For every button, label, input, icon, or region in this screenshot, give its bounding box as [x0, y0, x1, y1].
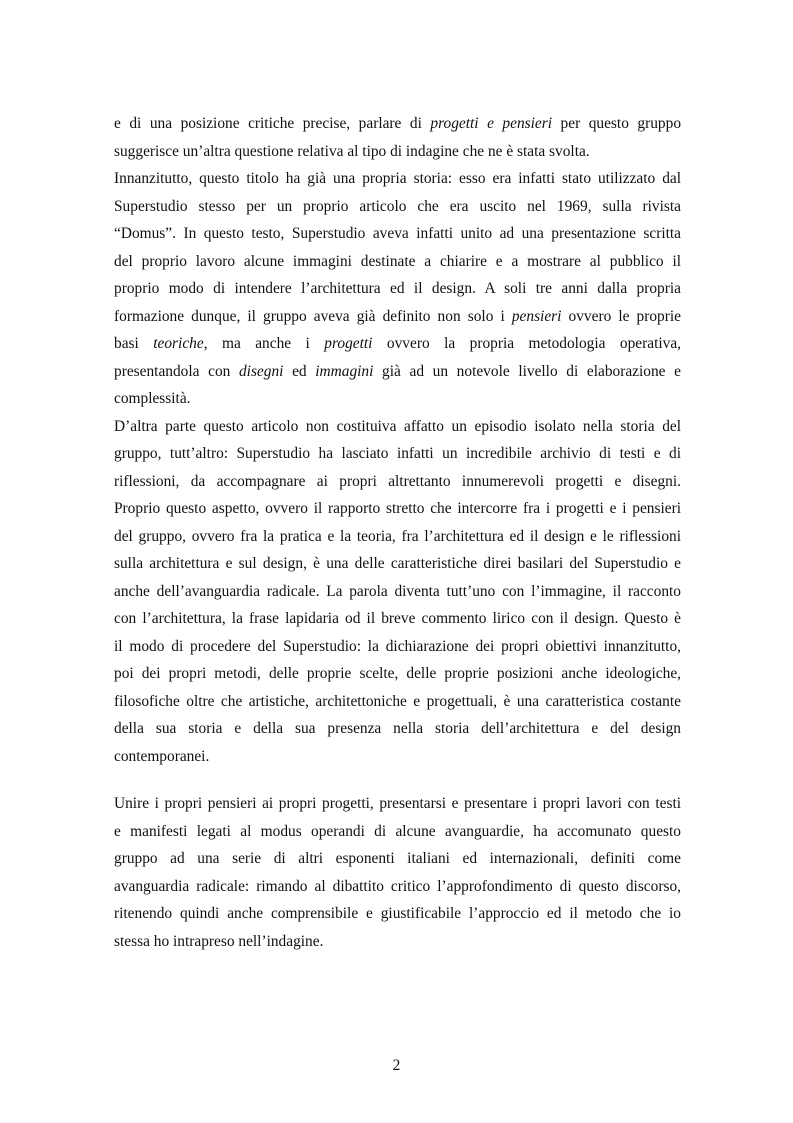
text-segment: gruppo ad una serie di altri esponenti italiani ed internazionali, definiti come [114, 850, 681, 867]
text-line [114, 845, 681, 873]
text-segment: suggerisce un’altra questione relativa al tipo di indagine che ne è stata svolta. [114, 142, 590, 160]
text-line [114, 440, 681, 468]
italic-text: teoriche [153, 335, 204, 352]
text-line [114, 605, 681, 633]
text-segment: presentandola con [114, 362, 239, 380]
text-segment: riflessioni, da accompagnare ai propri altrettanto innumerevoli progetti e disegni. [114, 472, 681, 490]
text-line [114, 358, 681, 386]
text-segment: contemporanei. [114, 747, 210, 765]
text-line [114, 900, 681, 928]
text-segment: complessità. [114, 390, 191, 407]
text-segment: ovvero le proprie [561, 307, 681, 325]
text-line [114, 220, 681, 248]
text-segment: sulla architettura e sul design, è una delle caratteristiche direi basilari del Superstudio e [114, 555, 681, 572]
text-segment: già ad un notevole livello di elaborazione e [373, 362, 681, 380]
paragraph [114, 110, 681, 165]
text-segment: filosofiche oltre che artistiche, architettoniche e progettuali, è una caratteristica costante [114, 692, 681, 710]
text-line [114, 715, 681, 743]
paragraph [114, 790, 681, 955]
text-line [114, 633, 681, 661]
text-line [114, 110, 681, 138]
text-line [114, 660, 681, 688]
text-line [114, 873, 681, 901]
italic-text: immagini [315, 362, 374, 380]
text-line [114, 138, 681, 166]
text-segment: anche dell’avanguardia radicale. La parola diventa tutt’uno con l’immagine, il racconto [114, 582, 681, 600]
text-segment: formazione dunque, il gruppo aveva già definito non solo i [114, 307, 512, 325]
text-segment: della sua storia e della sua presenza nella storia dell’architettura e del design [114, 720, 681, 737]
text-segment: del gruppo, ovvero fra la pratica e la teoria, fra l’architettura ed il design e le riflessioni [114, 527, 681, 545]
text-segment: con l’architettura, la frase lapidaria od il breve commento lirico con il design. Questo è [114, 610, 681, 627]
text-line [114, 818, 681, 846]
text-line [114, 248, 681, 276]
text-line [114, 688, 681, 716]
text-segment: Proprio questo aspetto, ovvero il rapporto stretto che intercorre fra i progetti e i pensieri [114, 500, 681, 517]
text-segment: Innanzitutto, questo titolo ha già una propria storia: esso era infatti stato utilizzato dal [114, 170, 681, 187]
text-line [114, 523, 681, 551]
text-line [114, 193, 681, 221]
text-segment: e manifesti legati al modus operandi di alcune avanguardie, ha accomunato questo [114, 822, 681, 840]
paragraph [114, 165, 681, 413]
text-line [114, 165, 681, 193]
text-line [114, 743, 681, 771]
text-segment: il modo di procedere del Superstudio: la dichiarazione dei propri obiettivi innanzitutto, [114, 637, 681, 655]
text-line [114, 275, 681, 303]
text-segment: del proprio lavoro alcune immagini destinate a chiarire e a mostrare al pubblico il [114, 252, 681, 270]
text-line [114, 330, 681, 358]
text-segment: gruppo, tutt’altro: Superstudio ha lasciato infatti un incredibile archivio di testi e di [114, 445, 681, 462]
text-line [114, 303, 681, 331]
text-line [114, 928, 681, 956]
paragraph-gap [114, 770, 681, 790]
text-segment: D’altra parte questo articolo non costituiva affatto un episodio isolato nella storia del [114, 417, 681, 435]
text-segment: avanguardia radicale: rimando al dibattito critico l’approfondimento di questo discorso, [114, 877, 681, 895]
text-segment: ed [283, 362, 316, 380]
text-segment: Superstudio stesso per un proprio articolo che era uscito nel 1969, sulla rivista [114, 197, 681, 215]
italic-text: disegni [238, 362, 284, 380]
text-line [114, 468, 681, 496]
text-segment: Unire i propri pensieri ai propri progetti, presentarsi e presentare i propri lavori con testi [114, 795, 681, 812]
text-segment: “Domus”. In questo testo, Superstudio aveva infatti unito ad una presentazione scritta [114, 225, 681, 242]
text-segment: poi dei propri metodi, delle proprie scelte, delle proprie posizioni anche ideologiche, [114, 665, 681, 682]
italic-text: progetti e pensieri [430, 115, 553, 132]
italic-text: progetti [324, 335, 373, 352]
text-segment: basi [114, 335, 154, 352]
text-segment: ritenendo quindi anche comprensibile e giustificabile l’approccio ed il metodo che io [114, 905, 681, 922]
text-segment: proprio modo di intendere l’architettura ed il design. A soli tre anni dalla propria [114, 280, 681, 297]
text-line [114, 550, 681, 578]
text-segment: e di una posizione critiche precise, parlare di [114, 115, 431, 132]
text-segment: per questo gruppo [552, 115, 681, 132]
text-segment: stessa ho intrapreso nell’indagine. [114, 932, 324, 950]
body-text [114, 110, 681, 955]
text-line [114, 385, 681, 413]
text-line [114, 578, 681, 606]
paragraph [114, 413, 681, 771]
text-line [114, 495, 681, 523]
text-segment: , ma anche i [203, 335, 325, 352]
italic-text: pensieri [511, 307, 562, 325]
text-line [114, 413, 681, 441]
text-line [114, 790, 681, 818]
page-number: 2 [392, 1057, 401, 1074]
text-segment: ovvero la propria metodologia operativa, [372, 335, 681, 352]
